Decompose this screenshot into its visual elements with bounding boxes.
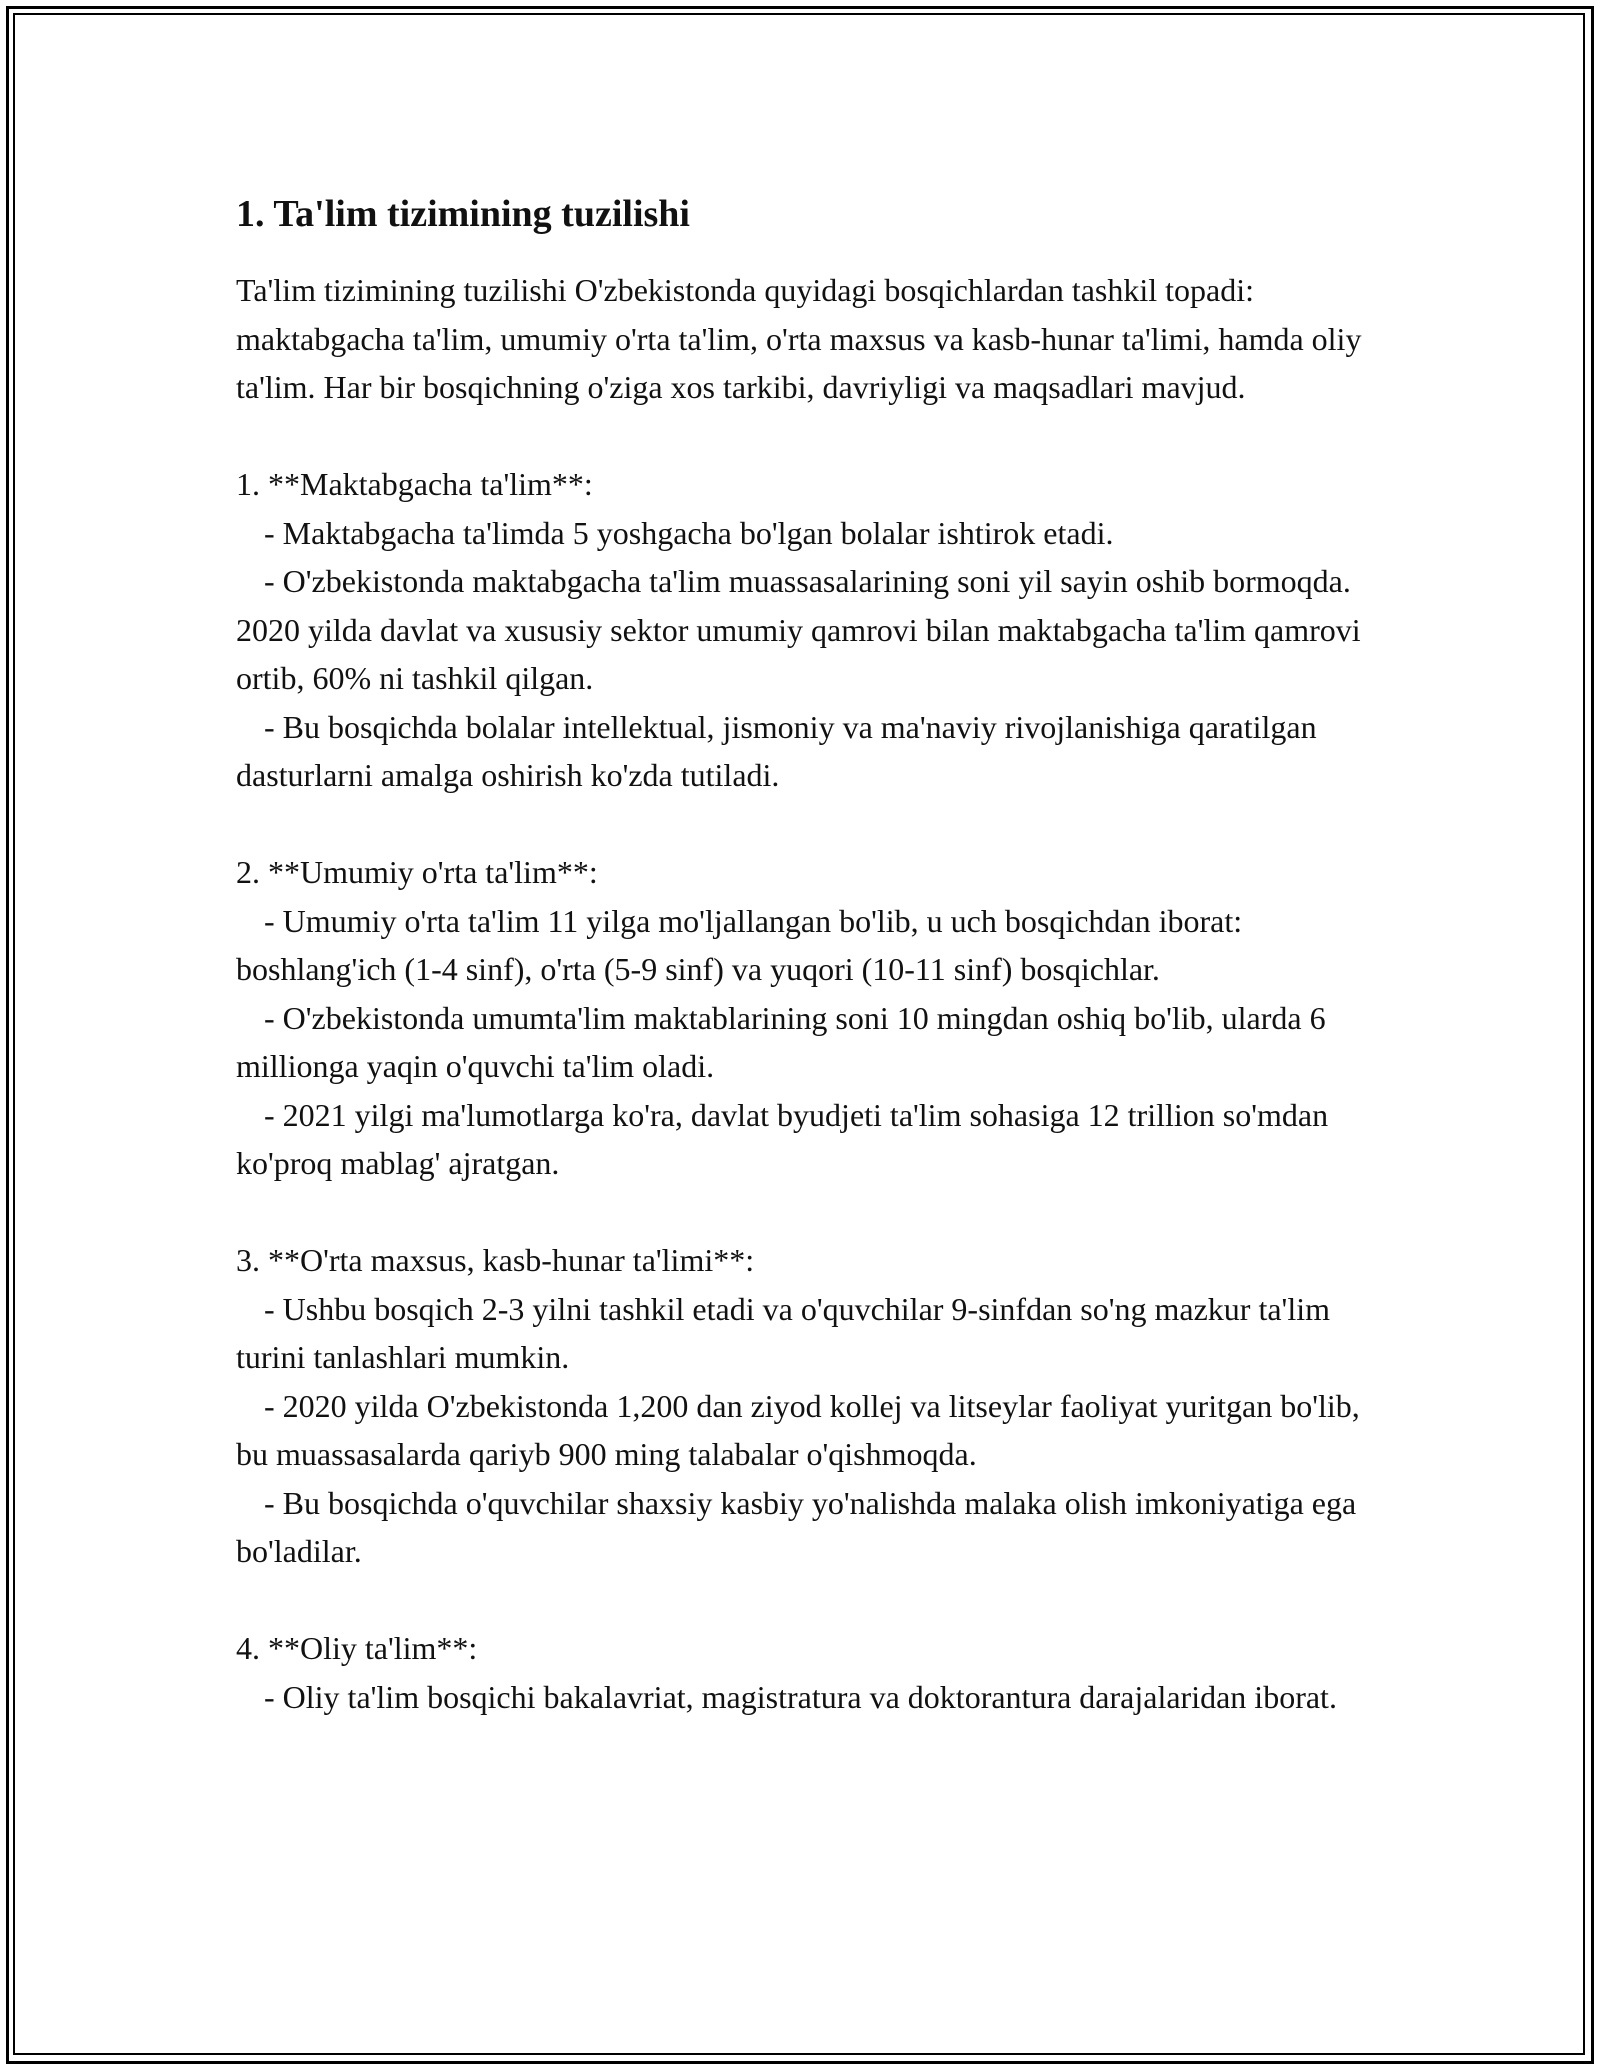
intro-paragraph: Ta'lim tizimining tuzilishi O'zbekistonda quyidagi bosqichlardan tashkil topadi: maktabgacha ta'lim, umumiy o'rta ta'lim, o'rta maxsus va kasb-hunar ta'limi, hamda oliy ta'lim. Har bir bosqichning o'ziga xos tarkibi, davriyligi va maqsadlari mavjud.: [236, 272, 1362, 405]
section-umumiy-orta: [236, 848, 1386, 1188]
section-heading: 4. **Oliy ta'lim**:: [236, 1630, 478, 1666]
bullet-item: - 2021 yilgi ma'lumotlarga ko'ra, davlat byudjeti ta'lim sohasiga 12 trillion so'mdan ko'proq mablag' ajratgan.: [236, 1096, 1329, 1181]
document-body: [236, 186, 1386, 1721]
bullet-item: - Maktabgacha ta'limda 5 yoshgacha bo'lgan bolalar ishtirok etadi.: [264, 514, 1114, 551]
bullet-item: - O'zbekistonda maktabgacha ta'lim muassasalarining soni yil sayin oshib bormoqda. 2020 yilda davlat va xususiy sektor umumiy qamrovi bilan maktabgacha ta'lim qamrovi ortib, 60% ni tashkil qilgan.: [236, 563, 1361, 696]
section-heading: 3. **O'rta maxsus, kasb-hunar ta'limi**:: [236, 1242, 755, 1278]
section-heading: 1. **Maktabgacha ta'lim**:: [236, 466, 593, 502]
document-title: 1. Ta'lim tizimining tuzilishi: [236, 193, 690, 235]
bullet-item: - Oliy ta'lim bosqichi bakalavriat, magistratura va doktorantura darajalaridan iborat.: [264, 1678, 1337, 1715]
section-heading: 2. **Umumiy o'rta ta'lim**:: [236, 854, 598, 890]
bullet-item: - O'zbekistonda umumta'lim maktablarining soni 10 mingdan oshiq bo'lib, ularda 6 millionga yaqin o'quvchi ta'lim oladi.: [236, 999, 1326, 1084]
section-orta-maxsus: [236, 1236, 1386, 1576]
bullet-item: - Ushbu bosqich 2-3 yilni tashkil etadi va o'quvchilar 9-sinfdan so'ng mazkur ta'lim turini tanlashlari mumkin.: [236, 1290, 1330, 1375]
section-maktabgacha: [236, 460, 1386, 800]
section-oliy: [236, 1624, 1386, 1721]
bullet-item: - Bu bosqichda o'quvchilar shaxsiy kasbiy yo'nalishda malaka olish imkoniyatiga ega bo'ladilar.: [236, 1484, 1357, 1569]
bullet-item: - Bu bosqichda bolalar intellektual, jismoniy va ma'naviy rivojlanishiga qaratilgan dasturlarni amalga oshirish ko'zda tutiladi.: [236, 708, 1317, 793]
bullet-item: - 2020 yilda O'zbekistonda 1,200 dan ziyod kollej va litseylar faoliyat yuritgan bo'lib, bu muassasalarda qariyb 900 ming talabalar o'qishmoqda.: [236, 1387, 1360, 1472]
bullet-item: - Umumiy o'rta ta'lim 11 yilga mo'ljallangan bo'lib, u uch bosqichdan iborat: boshlang'ich (1-4 sinf), o'rta (5-9 sinf) va yuqori (10-11 sinf) bosqichlar.: [236, 902, 1243, 987]
